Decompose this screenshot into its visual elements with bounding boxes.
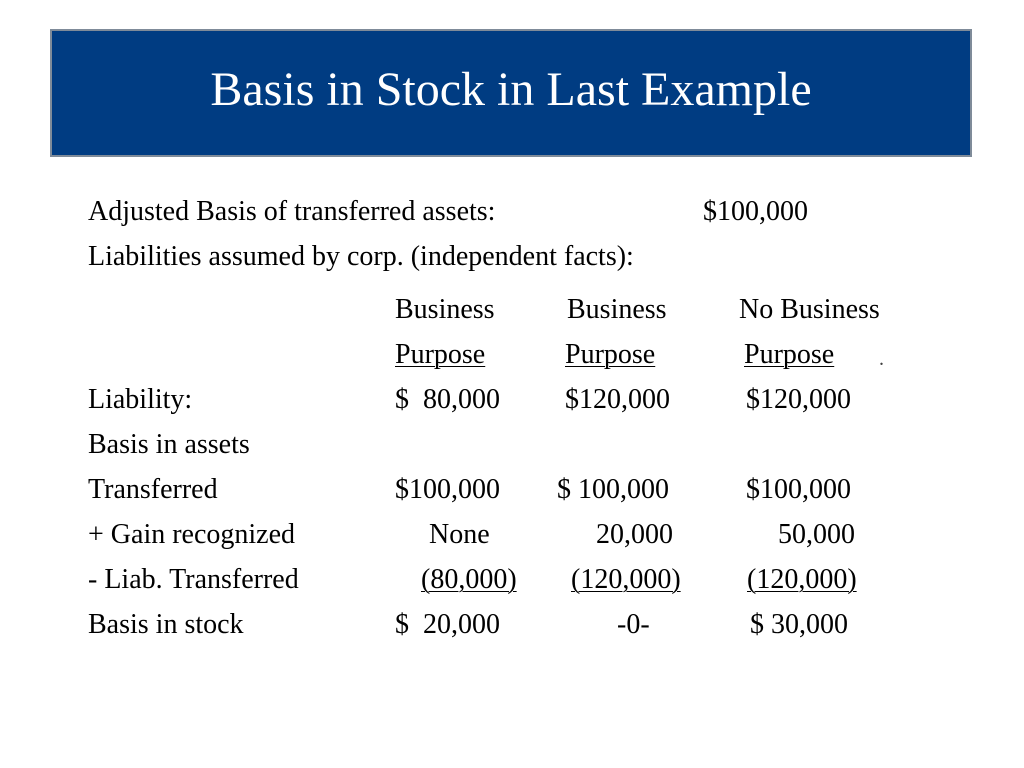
row-liability-col3: $120,000 xyxy=(746,384,851,415)
row-liab-transferred-col2: (120,000) xyxy=(571,564,681,595)
col2-header-line1: Business xyxy=(567,294,667,325)
row-label-basis-in-stock: Basis in stock xyxy=(88,609,244,640)
header-trailing-mark: . xyxy=(879,348,884,370)
row-basis-stock-col1: $ 20,000 xyxy=(395,609,500,640)
row-label-liab-transferred: - Liab. Transferred xyxy=(88,564,299,595)
row-liability-col2: $120,000 xyxy=(565,384,670,415)
row-basis-stock-col3: $ 30,000 xyxy=(750,609,848,640)
slide-title: Basis in Stock in Last Example xyxy=(210,63,812,116)
row-label-gain-recognized: + Gain recognized xyxy=(88,519,296,550)
row-liability-col1: $ 80,000 xyxy=(395,384,500,415)
liabilities-assumed-line: Liabilities assumed by corp. (independent facts): xyxy=(88,241,634,272)
col2-header-line2: Purpose xyxy=(565,339,656,370)
col1-header-line2: Purpose xyxy=(395,339,486,370)
title-bar xyxy=(50,29,972,157)
col3-header-line2: Purpose xyxy=(744,339,835,370)
adjusted-basis-label: Adjusted Basis of transferred assets: xyxy=(88,196,496,227)
col3-header-line1: No Business xyxy=(739,294,880,325)
row-transferred-col2: $ 100,000 xyxy=(557,474,669,505)
row-transferred-col3: $100,000 xyxy=(746,474,851,505)
row-label-basis-in-assets: Basis in assets xyxy=(88,429,250,460)
row-gain-col3: 50,000 xyxy=(778,519,855,550)
row-transferred-col1: $100,000 xyxy=(395,474,500,505)
row-liab-transferred-col3: (120,000) xyxy=(747,564,857,595)
row-label-liability: Liability: xyxy=(88,384,193,415)
row-basis-stock-col2: -0- xyxy=(617,609,650,640)
adjusted-basis-value: $100,000 xyxy=(703,196,808,227)
row-gain-col2: 20,000 xyxy=(596,519,673,550)
col1-header-line1: Business xyxy=(395,294,495,325)
row-gain-col1: None xyxy=(429,519,490,550)
row-liab-transferred-col1: (80,000) xyxy=(421,564,517,595)
row-label-transferred: Transferred xyxy=(88,474,218,505)
